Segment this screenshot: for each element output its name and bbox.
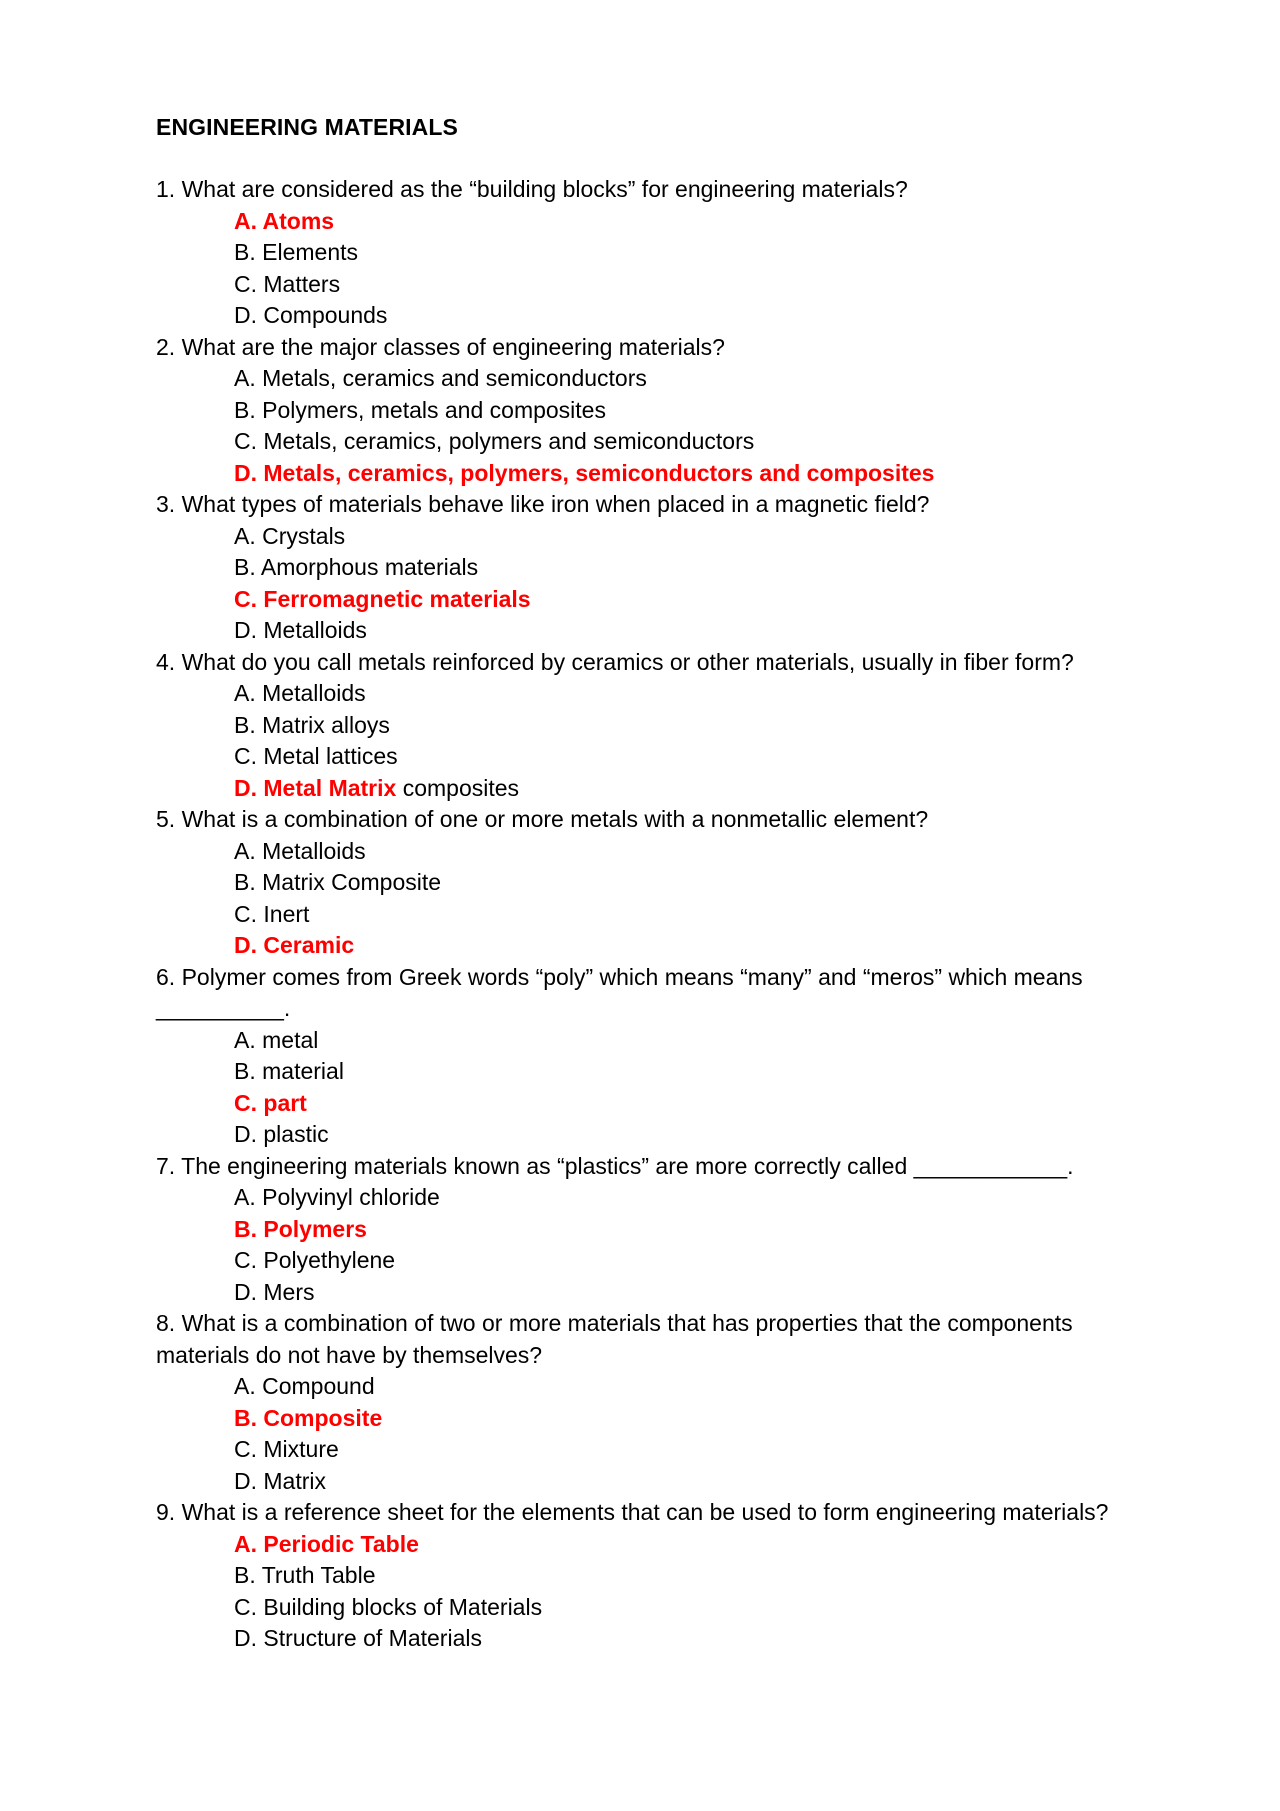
question-3 [156,489,1136,647]
question-text: 6. Polymer comes from Greek words “poly” which means “many” and “meros” which means __________. [156,963,1083,1021]
option-a: A. Periodic Table [234,1530,419,1557]
option-c: C. Mixture [234,1436,339,1462]
question-text: 8. What is a combination of two or more materials that has properties that the components materials do not have by themselves? [156,1310,1073,1368]
question-1 [156,174,1136,332]
document-title: ENGINEERING MATERIALS [156,114,458,140]
option-a: A. Metals, ceramics and semiconductors [234,365,647,391]
answer-suffix: composites [396,774,520,801]
question-4 [156,647,1136,805]
option-d: D. Mers [234,1278,315,1305]
option-d [234,773,1136,805]
option-b: B. Polymers, metals and composites [234,396,606,423]
option-d: D. Matrix [234,1467,326,1494]
option-list [156,521,1136,647]
option-list [156,1025,1136,1151]
option-b: B. Composite [234,1404,383,1431]
option-list [156,1182,1136,1308]
option-d: D. Compounds [234,302,388,328]
option-d: D. Structure of Materials [234,1625,482,1651]
highlighted-answer: D. Metal Matrix [234,774,397,801]
question-text: 9. What is a reference sheet for the elements that can be used to form engineering materials? [156,1499,1109,1525]
option-c: C. Metals, ceramics, polymers and semiconductors [234,428,755,454]
option-c: C. Building blocks of Materials [234,1593,543,1620]
question-6 [156,962,1136,1151]
option-c: C. Metal lattices [234,743,398,769]
option-c: C. part [234,1089,307,1116]
option-b: B. Matrix alloys [234,711,390,738]
option-a: A. Metalloids [234,680,366,706]
option-b: B. material [234,1058,344,1084]
question-text: 5. What is a combination of one or more metals with a nonmetallic element? [156,806,929,832]
question-list [156,174,1136,1655]
option-d: D. Ceramic [234,932,355,958]
option-a: A. Polyvinyl chloride [234,1184,440,1210]
option-c: C. Ferromagnetic materials [234,585,531,612]
question-5 [156,804,1136,962]
option-list [156,206,1136,332]
option-c: C. Polyethylene [234,1247,396,1273]
option-c: C. Matters [234,270,341,297]
option-list [156,1529,1136,1655]
option-list [156,1371,1136,1497]
option-a: A. metal [234,1026,319,1053]
question-text: 4. What do you call metals reinforced by ceramics or other materials, usually in fiber form? [156,648,1074,675]
option-b: B. Polymers [234,1215,367,1242]
question-8 [156,1308,1136,1497]
option-list [156,363,1136,489]
option-c: C. Inert [234,900,310,927]
question-text: 7. The engineering materials known as “plastics” are more correctly called ____________. [156,1152,1074,1179]
question-text: 3. What types of materials behave like iron when placed in a magnetic field? [156,491,930,517]
option-d: D. Metalloids [234,617,367,643]
option-b: B. Amorphous materials [234,554,479,580]
question-2 [156,332,1136,490]
option-d: D. plastic [234,1121,329,1147]
option-b: B. Elements [234,239,358,265]
option-a: A. Metalloids [234,837,366,864]
option-list [156,836,1136,962]
question-7 [156,1151,1136,1309]
question-text: 2. What are the major classes of engineering materials? [156,333,725,360]
option-list [156,678,1136,804]
option-a: A. Crystals [234,522,346,549]
option-b: B. Matrix Composite [234,869,442,895]
option-a: A. Compound [234,1373,375,1399]
option-d: D. Metals, ceramics, polymers, semiconductors and composites [234,459,935,486]
document-page [156,112,1136,1655]
option-b: B. Truth Table [234,1562,376,1588]
question-text: 1. What are considered as the “building blocks” for engineering materials? [156,176,908,202]
option-a: A. Atoms [234,207,335,234]
question-9 [156,1497,1136,1655]
